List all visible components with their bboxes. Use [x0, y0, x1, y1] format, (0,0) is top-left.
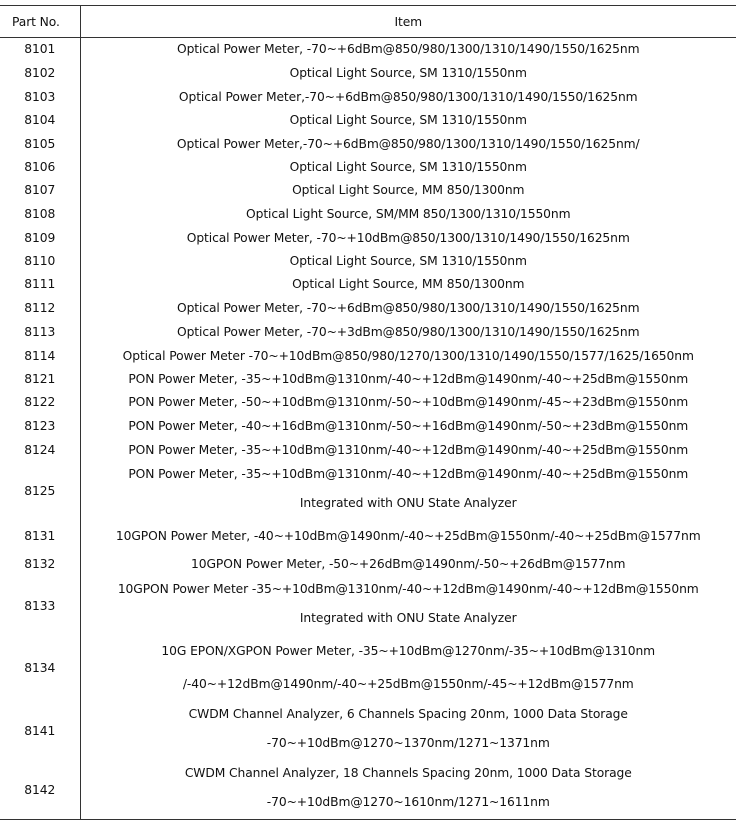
- part-number-cell: 8105: [0, 132, 80, 156]
- item-description-line: 10GPON Power Meter, -40~+10dBm@1490nm/-40~+25dBm@1550nm/-40~+25dBm@1577nm: [81, 520, 736, 552]
- item-description-line: Optical Power Meter, -70~+6dBm@850/980/1300/1310/1490/1550/1625nm: [81, 296, 736, 320]
- part-number-cell: 8132: [0, 552, 80, 576]
- part-number-table: [0, 5, 736, 820]
- item-description-line: Optical Light Source, SM 1310/1550nm: [81, 156, 736, 178]
- item-description-cell: [80, 635, 736, 701]
- item-description-line: Optical Light Source, SM 1310/1550nm: [81, 108, 736, 132]
- item-description-line: Optical Power Meter, -70~+6dBm@850/980/1300/1310/1490/1550/1625nm: [81, 38, 736, 60]
- item-description-line: Integrated with ONU State Analyzer: [81, 602, 736, 635]
- item-description-line: -70~+10dBm@1270~1610nm/1271~1611nm: [81, 786, 736, 819]
- table-row: [0, 552, 736, 576]
- item-description-line: Optical Power Meter,-70~+6dBm@850/980/1300/1310/1490/1550/1625nm/: [81, 132, 736, 156]
- part-number-cell: 8112: [0, 296, 80, 320]
- item-description-cell: [80, 344, 736, 368]
- item-description-cell: [80, 414, 736, 438]
- table-row: [0, 760, 736, 820]
- part-number-cell: 8103: [0, 86, 80, 108]
- part-number-cell: 8133: [0, 576, 80, 635]
- part-number-cell: 8110: [0, 250, 80, 272]
- table-row: [0, 390, 736, 414]
- part-number-cell: 8114: [0, 344, 80, 368]
- part-number-cell: 8109: [0, 226, 80, 250]
- table-row: [0, 576, 736, 635]
- item-description-cell: [80, 132, 736, 156]
- part-number-cell: 8108: [0, 202, 80, 226]
- item-description-line: Optical Power Meter,-70~+6dBm@850/980/1300/1310/1490/1550/1625nm: [81, 86, 736, 108]
- item-description-cell: [80, 438, 736, 462]
- table-row: [0, 438, 736, 462]
- item-description-line: PON Power Meter, -40~+16dBm@1310nm/-50~+16dBm@1490nm/-50~+23dBm@1550nm: [81, 414, 736, 438]
- item-description-line: PON Power Meter, -35~+10dBm@1310nm/-40~+12dBm@1490nm/-40~+25dBm@1550nm: [81, 438, 736, 462]
- table-row: [0, 226, 736, 250]
- table-row: [0, 320, 736, 344]
- table-row: [0, 178, 736, 202]
- item-description-line: Optical Light Source, SM/MM 850/1300/1310/1550nm: [81, 202, 736, 226]
- part-number-cell: 8121: [0, 368, 80, 390]
- table-row: [0, 414, 736, 438]
- item-description-line: 10GPON Power Meter, -50~+26dBm@1490nm/-50~+26dBm@1577nm: [81, 552, 736, 576]
- item-description-cell: [80, 760, 736, 820]
- item-description-line: Optical Light Source, MM 850/1300nm: [81, 178, 736, 202]
- table-row: [0, 368, 736, 390]
- item-description-line: CWDM Channel Analyzer, 18 Channels Spacing 20nm, 1000 Data Storage: [81, 760, 736, 786]
- table-header: [0, 6, 736, 38]
- item-description-line: Integrated with ONU State Analyzer: [81, 486, 736, 520]
- item-description-line: PON Power Meter, -50~+10dBm@1310nm/-50~+10dBm@1490nm/-45~+23dBm@1550nm: [81, 390, 736, 414]
- part-number-cell: 8142: [0, 760, 80, 820]
- item-description-cell: [80, 272, 736, 296]
- table-row: [0, 701, 736, 760]
- item-description-line: Optical Power Meter, -70~+10dBm@850/1300/1310/1490/1550/1625nm: [81, 226, 736, 250]
- part-number-cell: 8124: [0, 438, 80, 462]
- part-number-cell: 8123: [0, 414, 80, 438]
- header-row: [0, 6, 736, 38]
- item-description-cell: [80, 701, 736, 760]
- table-row: [0, 108, 736, 132]
- item-description-line: PON Power Meter, -35~+10dBm@1310nm/-40~+12dBm@1490nm/-40~+25dBm@1550nm: [81, 368, 736, 390]
- part-number-cell: 8107: [0, 178, 80, 202]
- item-description-cell: [80, 296, 736, 320]
- table-row: [0, 86, 736, 108]
- item-description-line: Optical Light Source, SM 1310/1550nm: [81, 60, 736, 86]
- part-number-cell: 8104: [0, 108, 80, 132]
- table-row: [0, 156, 736, 178]
- item-description-cell: [80, 390, 736, 414]
- item-description-line: 10GPON Power Meter -35~+10dBm@1310nm/-40~+12dBm@1490nm/-40~+12dBm@1550nm: [81, 576, 736, 602]
- table-body: [0, 38, 736, 820]
- item-description-cell: [80, 520, 736, 552]
- table-row: [0, 344, 736, 368]
- item-description-line: Optical Light Source, SM 1310/1550nm: [81, 250, 736, 272]
- item-description-cell: [80, 156, 736, 178]
- part-number-cell: 8101: [0, 38, 80, 61]
- item-description-cell: [80, 178, 736, 202]
- table-row: [0, 296, 736, 320]
- item-description-cell: [80, 86, 736, 108]
- table-row: [0, 635, 736, 701]
- part-number-cell: 8125: [0, 462, 80, 520]
- table-row: [0, 38, 736, 61]
- table-row: [0, 520, 736, 552]
- item-description-line: /-40~+12dBm@1490nm/-40~+25dBm@1550nm/-45~+12dBm@1577nm: [81, 667, 736, 701]
- item-description-cell: [80, 576, 736, 635]
- part-number-cell: 8134: [0, 635, 80, 701]
- item-description-cell: [80, 226, 736, 250]
- header-part-no: Part No.: [0, 6, 80, 38]
- part-number-cell: 8113: [0, 320, 80, 344]
- item-description-cell: [80, 368, 736, 390]
- part-number-cell: 8131: [0, 520, 80, 552]
- table-row: [0, 462, 736, 520]
- table-row: [0, 132, 736, 156]
- item-description-cell: [80, 250, 736, 272]
- table-row: [0, 272, 736, 296]
- item-description-line: 10G EPON/XGPON Power Meter, -35~+10dBm@1270nm/-35~+10dBm@1310nm: [81, 635, 736, 667]
- item-description-line: -70~+10dBm@1270~1370nm/1271~1371nm: [81, 727, 736, 760]
- item-description-cell: [80, 108, 736, 132]
- item-description-cell: [80, 60, 736, 86]
- item-description-cell: [80, 552, 736, 576]
- item-description-line: Optical Power Meter, -70~+3dBm@850/980/1300/1310/1490/1550/1625nm: [81, 320, 736, 344]
- item-description-line: PON Power Meter, -35~+10dBm@1310nm/-40~+12dBm@1490nm/-40~+25dBm@1550nm: [81, 462, 736, 486]
- part-number-cell: 8106: [0, 156, 80, 178]
- part-number-cell: 8122: [0, 390, 80, 414]
- part-number-cell: 8102: [0, 60, 80, 86]
- item-description-cell: [80, 320, 736, 344]
- item-description-line: CWDM Channel Analyzer, 6 Channels Spacing 20nm, 1000 Data Storage: [81, 701, 736, 727]
- table-row: [0, 60, 736, 86]
- item-description-cell: [80, 38, 736, 61]
- item-description-line: Optical Power Meter -70~+10dBm@850/980/1270/1300/1310/1490/1550/1577/1625/1650nm: [81, 344, 736, 368]
- header-item: Item: [80, 6, 736, 38]
- part-number-cell: 8111: [0, 272, 80, 296]
- item-description-line: Optical Light Source, MM 850/1300nm: [81, 272, 736, 296]
- table-row: [0, 250, 736, 272]
- item-description-cell: [80, 462, 736, 520]
- item-description-cell: [80, 202, 736, 226]
- table-row: [0, 202, 736, 226]
- part-number-cell: 8141: [0, 701, 80, 760]
